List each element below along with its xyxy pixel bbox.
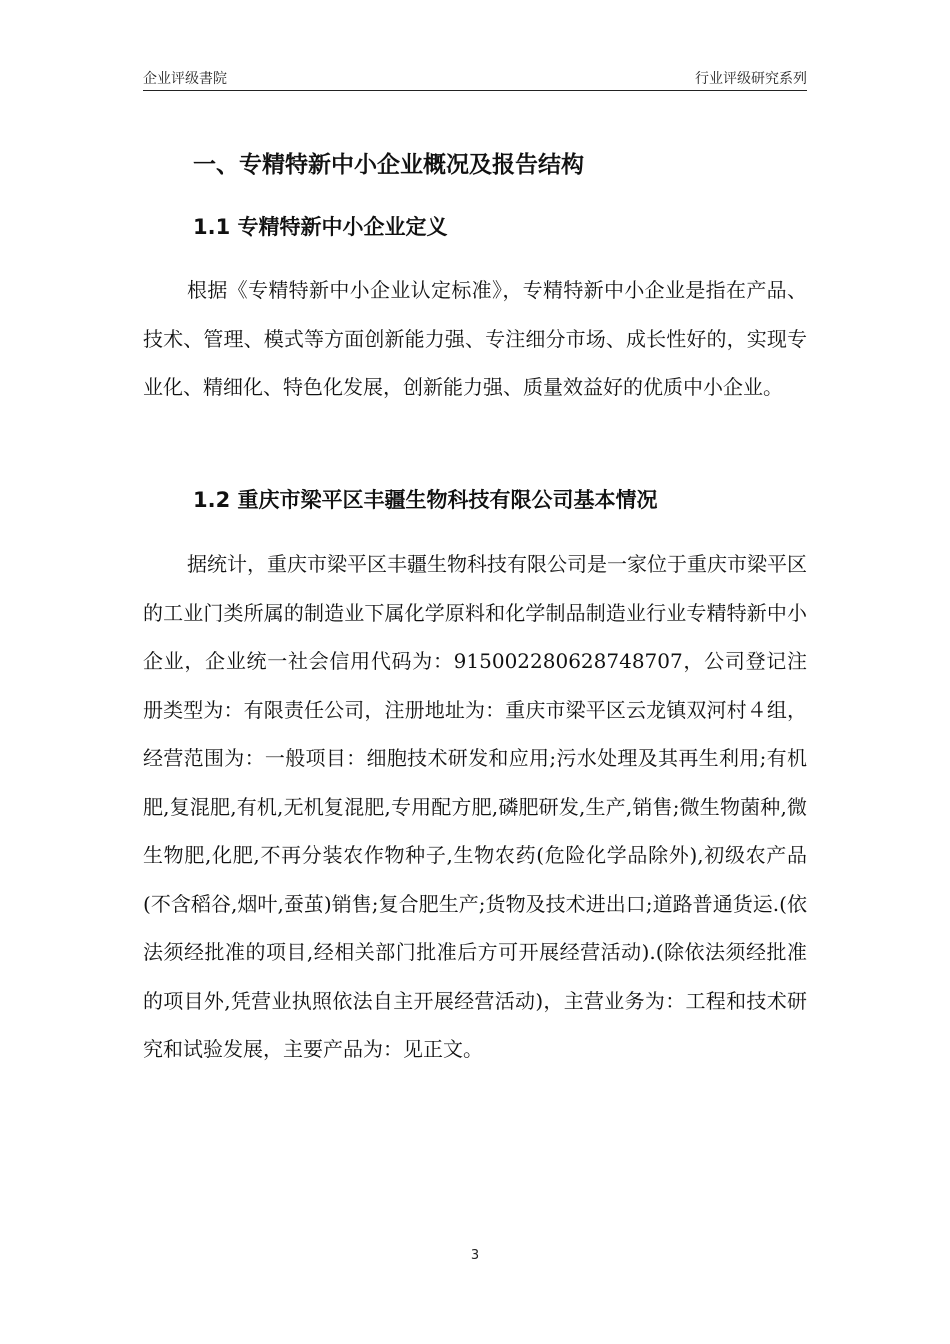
header-right-text: 行业评级研究系列 (695, 71, 807, 87)
section-heading-1-1: 1.1 专精特新中小企业定义 (193, 215, 448, 239)
paragraph-definition: 根据《专精特新中小企业认定标准》，专精特新中小企业是指在产品、技术、管理、模式等方面创新能力强、专注细分市场、成长性好的，实现专业化、精细化、特色化发展，创新能力强、质量效益好的优质中小企业。 (143, 278, 807, 399)
page-header (143, 66, 807, 91)
page-number: 3 (470, 1248, 480, 1263)
section-heading-1-2: 1.2 重庆市梁平区丰疆生物科技有限公司基本情况 (193, 488, 658, 512)
section-heading-1: 一、专精特新中小企业概况及报告结构 (193, 152, 584, 178)
header-left-text: 企业评级書院 (143, 71, 227, 87)
paragraph-company-info: 据统计，重庆市梁平区丰疆生物科技有限公司是一家位于重庆市梁平区的工业门类所属的制造业下属化学原料和化学制品制造业行业专精特新中小企业，企业统一社会信用代码为：915002280628748707，公司登记注册类型为：有限责任公司，注册地址为：重庆市梁平区云龙镇双河村４组，经营范围为：一般项目：细胞技术研发和应用;污水处理及其再生利用;有机肥,复混肥,有机,无机复混肥,专用配方肥,磷肥研发,生产,销售;微生物菌种,微生物肥,化肥,不再分装农作物种子,生物农药(危险化学品除外),初级农产品(不含稻谷,烟叶,蚕茧)销售;复合肥生产;货物及技术进出口;道路普通货运.(依法须经批准的项目,经相关部门批准后方可开展经营活动).(除依法须经批准的项目外,凭营业执照依法自主开展经营活动)，主营业务为：工程和技术研究和试验发展，主要产品为：见正文。 (143, 552, 807, 1061)
